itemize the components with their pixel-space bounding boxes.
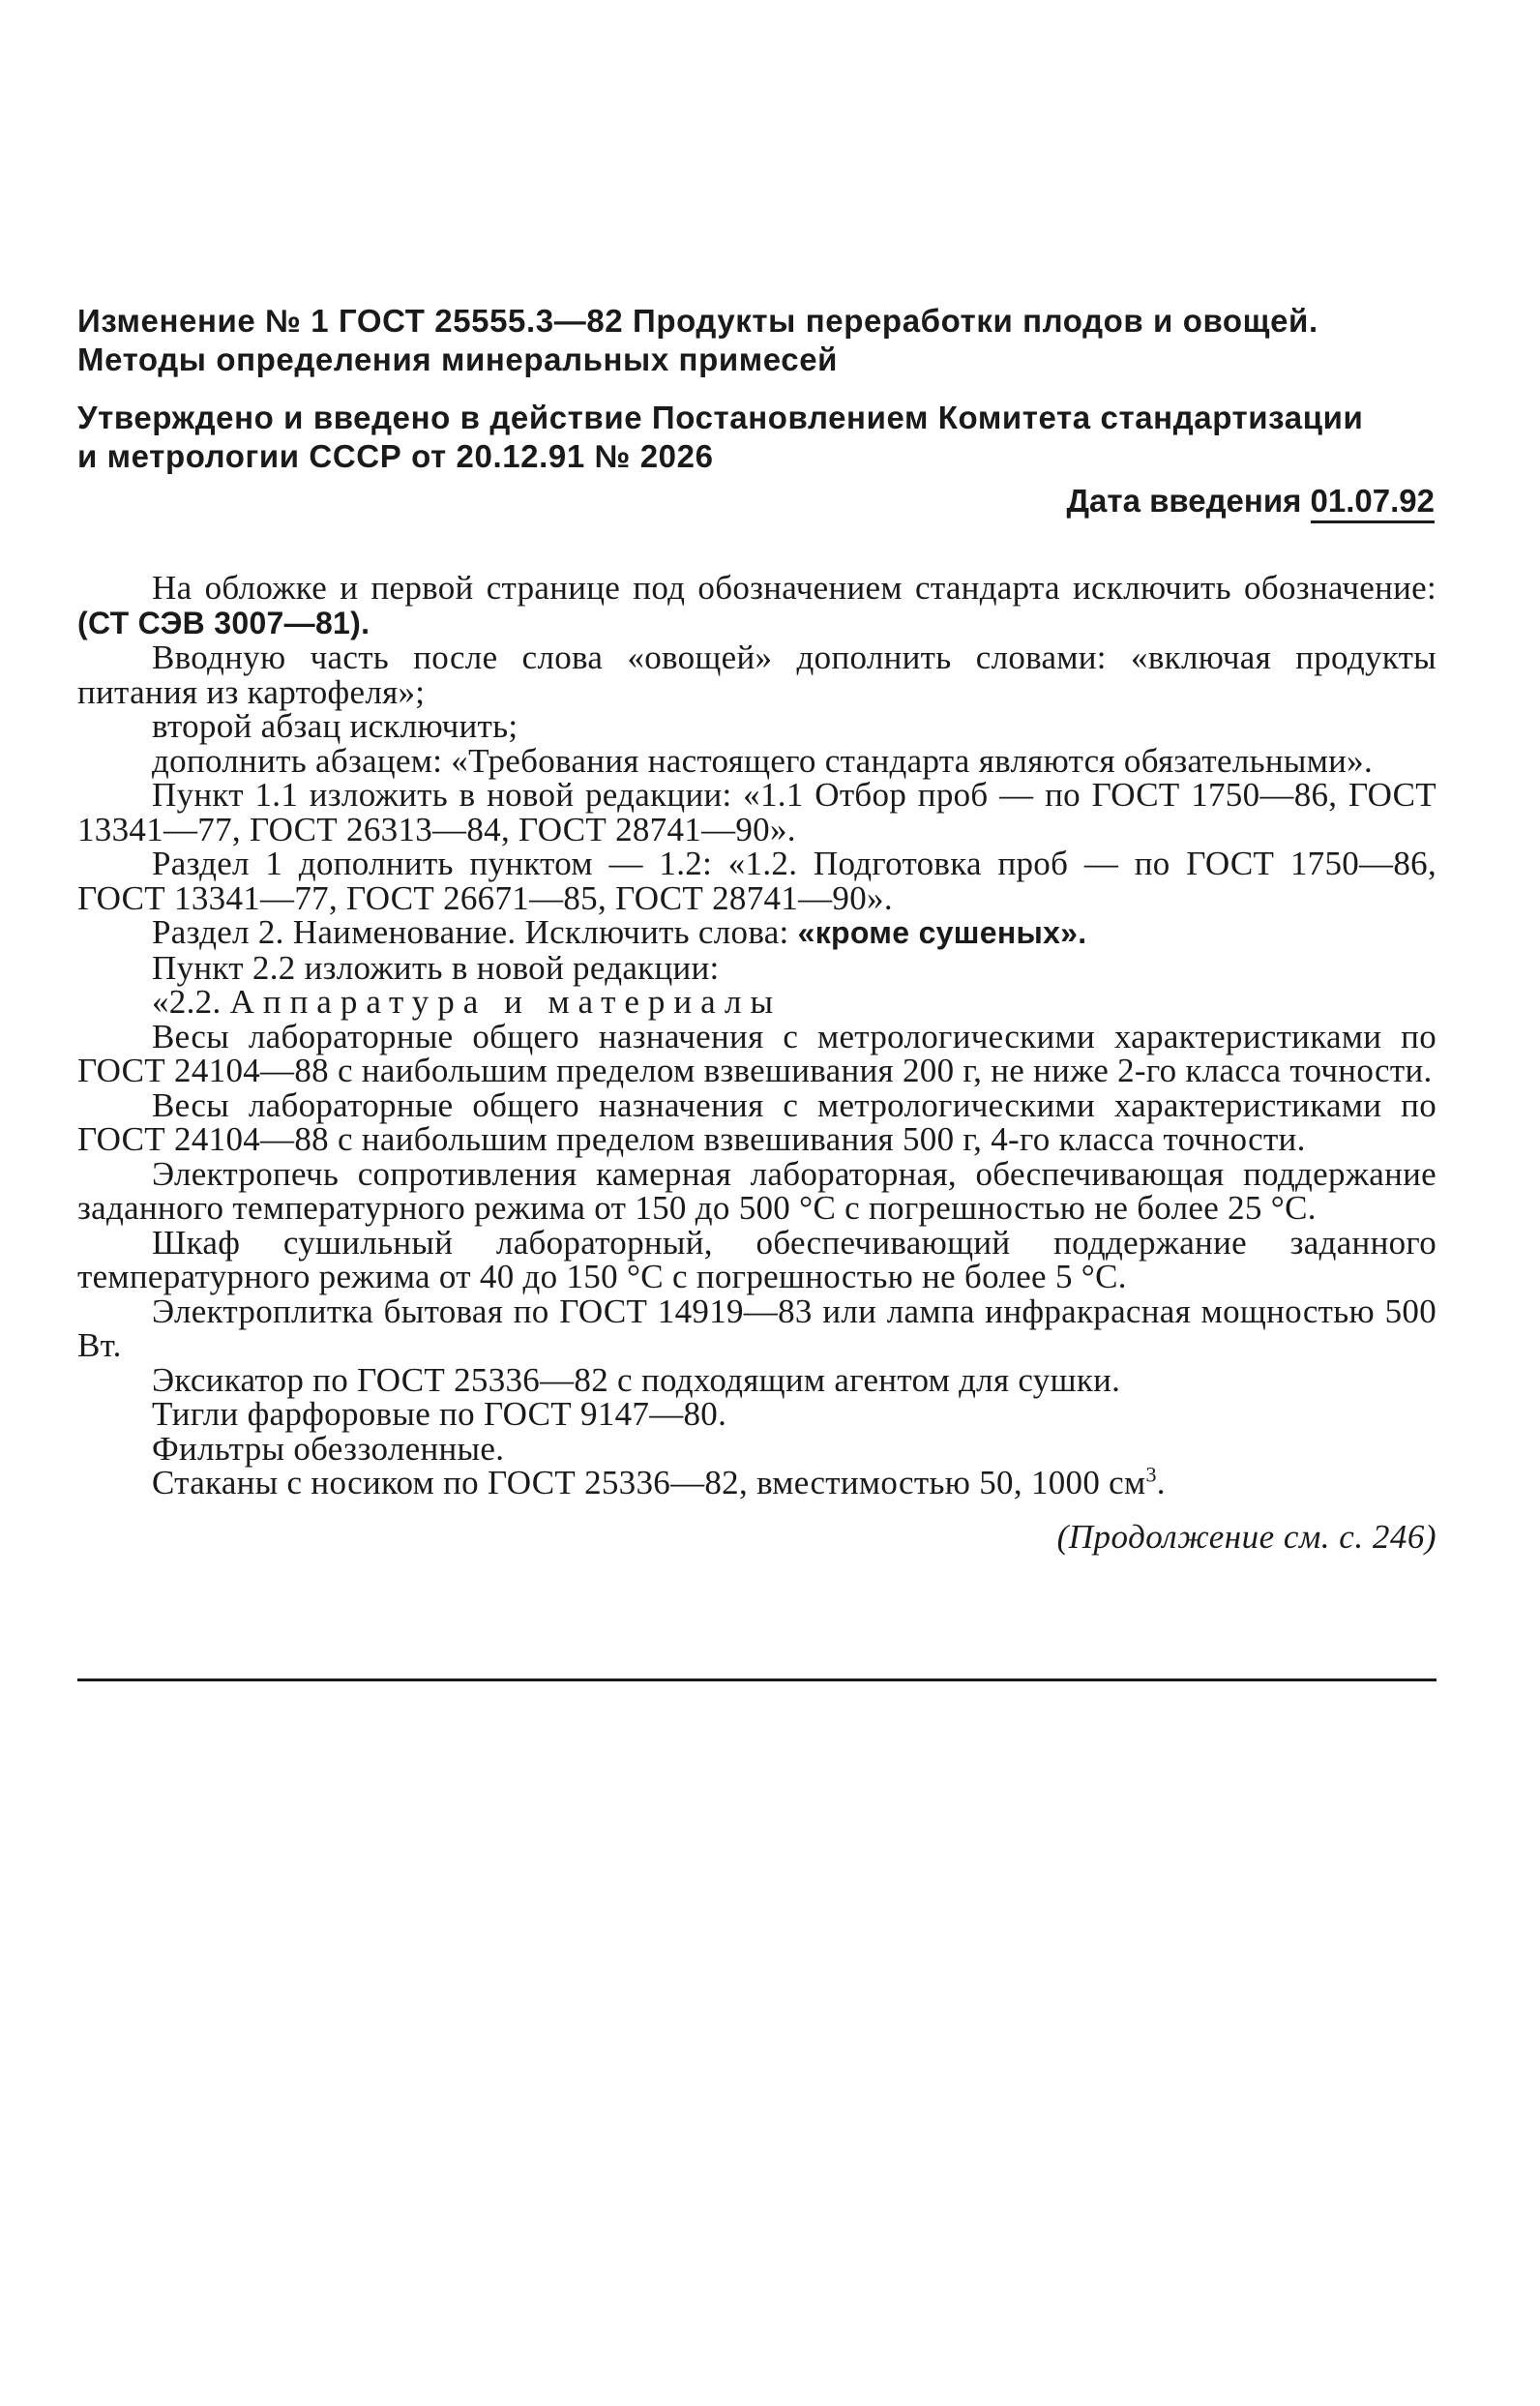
document-page — [77, 302, 1436, 1557]
item-beakers-text: Стаканы с носиком по ГОСТ 25336—82, вместимостью 50, 1000 см — [152, 1464, 1146, 1501]
item-beakers — [77, 1462, 1436, 1501]
item-scales-200: Весы лабораторные общего назначения с метрологическими характеристиками по ГОСТ 24104—88 с наибольшим пределом взвешивания 200 г, не ниже 2-го класса точности. — [77, 1017, 1436, 1089]
approval-statement — [77, 399, 1436, 476]
paragraph-second-abzac: второй абзац исключить; — [152, 707, 518, 745]
paragraph-cover — [77, 571, 1436, 640]
paragraph-cover-text: На обложке и первой странице под обозначением стандарта исключить обозначение: — [152, 569, 1436, 607]
item-filters: Фильтры обеззоленные. — [152, 1429, 505, 1468]
item-desiccator: Эксикатор по ГОСТ 25336—82 с подходящим агентом для сушки. — [152, 1360, 1121, 1399]
paragraph-clause-1-2: Раздел 1 дополнить пунктом — 1.2: «1.2. Подготовка проб — по ГОСТ 1750—86, ГОСТ 13341—77, ГОСТ 26671—85, ГОСТ 28741—90». — [77, 845, 1436, 917]
paragraph-section-2-text: Раздел 2. Наименование. Исключить слова: — [152, 913, 798, 951]
approval-line-2: и метрологии СССР от 20.12.91 № 2026 — [77, 438, 714, 474]
item-crucibles: Тигли фарфоровые по ГОСТ 9147—80. — [152, 1395, 727, 1433]
paragraph-intro: Вводную часть после слова «овощей» дополнить словами: «включая продукты питания из картофеля»; — [77, 639, 1436, 711]
amendment-title — [77, 302, 1436, 379]
heading-equipment-number: «2.2. — [152, 983, 230, 1021]
item-furnace: Электропечь сопротивления камерная лабораторная, обеспечивающая поддержание заданного температурного режима от 150 до 500 °С с погрешностью не более 25 °С. — [77, 1154, 1436, 1227]
effective-date — [77, 482, 1436, 520]
effective-date-value: 01.07.92 — [1311, 483, 1435, 523]
paragraph-section-2 — [77, 915, 1436, 951]
effective-date-label: Дата введения — [1066, 483, 1302, 519]
paragraph-section-2-bold: «кроме сушеных». — [797, 915, 1087, 950]
title-line-2: Методы определения минеральных примесей — [77, 342, 839, 377]
title-line-1: Изменение № 1 ГОСТ 25555.3—82 Продукты переработки плодов и овощей. — [77, 303, 1318, 339]
item-drying-cabinet: Шкаф сушильный лабораторный, обеспечивающий поддержание заданного температурного режима от 40 до 150 °С с погрешностью не более 5 °С. — [77, 1223, 1436, 1295]
paragraph-cover-bold: (СТ СЭВ 3007—81). — [77, 605, 370, 640]
approval-line-1: Утверждено и введено в действие Постановлением Комитета стандартизации — [77, 400, 1364, 435]
item-beakers-end: . — [1156, 1464, 1166, 1501]
heading-equipment — [77, 985, 1436, 1020]
bottom-divider — [77, 1678, 1436, 1681]
amendment-body — [77, 571, 1436, 1500]
item-beakers-superscript: 3 — [1145, 1462, 1157, 1487]
heading-equipment-title: Аппаратура и материалы — [229, 983, 782, 1021]
continuation-note: (Продолжение см. с. 246) — [1056, 1517, 1436, 1556]
paragraph-clause-2-2: Пункт 2.2 изложить в новой редакции: — [152, 948, 720, 987]
paragraph-clause-1-1: Пункт 1.1 изложить в новой редакции: «1.1 Отбор проб — по ГОСТ 1750—86, ГОСТ 13341—77, ГОСТ 26313—84, ГОСТ 28741—90». — [77, 776, 1436, 848]
item-hotplate: Электроплитка бытовая по ГОСТ 14919—83 или лампа инфракрасная мощностью 500 Вт. — [77, 1292, 1436, 1364]
item-scales-500: Весы лабораторные общего назначения с метрологическими характеристиками по ГОСТ 24104—88 с наибольшим пределом взвешивания 500 г, 4-го класса точности. — [77, 1085, 1436, 1158]
paragraph-add-abzac: дополнить абзацем: «Требования настоящего стандарта являются обязательными». — [152, 741, 1374, 780]
